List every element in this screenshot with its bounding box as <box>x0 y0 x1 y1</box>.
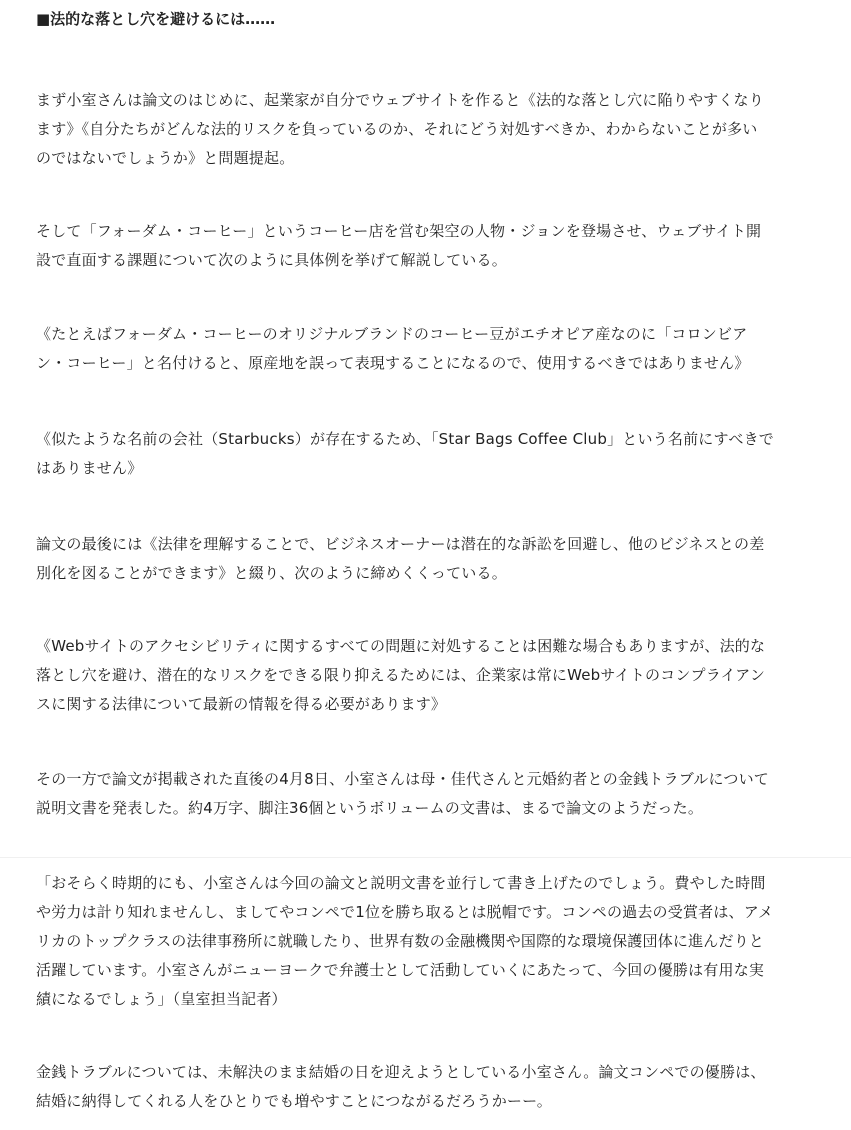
paragraph-6 <box>36 632 816 719</box>
paragraph-line: のではないでしょうか》と問題提起。 <box>36 149 295 167</box>
paragraph-line: 「おそらく時期的にも、小室さんは今回の論文と説明文書を並行して書き上げたのでしょう。費やした時間 <box>36 874 766 892</box>
paragraph-9 <box>36 1058 816 1116</box>
paragraph-line: 《似たような名前の会社（Starbucks）が存在するため、「Star Bags Coffee Club」という名前にすべきで <box>36 430 774 448</box>
paragraph-line: 別化を図ることができます》と綴り、次のように締めくくっている。 <box>36 564 507 582</box>
paragraph-line: その一方で論文が掲載された直後の4月8日、小室さんは母・佳代さんと元婚約者との金銭トラブルについて <box>36 770 769 788</box>
paragraph-5 <box>36 530 816 588</box>
paragraph-line: 落とし穴を避け、潜在的なリスクをできる限り抑えるためには、企業家は常にWebサイトのコンプライアン <box>36 666 766 684</box>
paragraph-line: はありません》 <box>36 459 143 477</box>
paragraph-line: そして「フォーダム・コーヒー」というコーヒー店を営む架空の人物・ジョンを登場させ、ウェブサイト開 <box>36 222 762 240</box>
paragraph-line: 設で直面する課題について次のように具体例を挙げて解説している。 <box>36 251 507 269</box>
paragraph-4 <box>36 425 816 483</box>
paragraph-line: まず小室さんは論文のはじめに、起業家が自分でウェブサイトを作ると《法的な落とし穴に陥りやすくなり <box>36 91 764 109</box>
paragraph-8-quote <box>36 869 816 1014</box>
paragraph-3 <box>36 320 816 378</box>
paragraph-line: 活躍しています。小室さんがニューヨークで弁護士として活動していくにあたって、今回の優勝は有用な実 <box>36 961 765 979</box>
paragraph-line: 説明文書を発表した。約4万字、脚注36個というボリュームの文書は、まるで論文のようだった。 <box>36 799 704 817</box>
paragraph-2 <box>36 217 816 275</box>
paragraph-line: 結婚に納得してくれる人をひとりでも増やすことにつながるだろうかーー。 <box>36 1092 552 1110</box>
paragraph-line: 《たとえばフォーダム・コーヒーのオリジナルブランドのコーヒー豆がエチオピア産なのに「コロンビア <box>36 325 748 343</box>
paragraph-7 <box>36 765 816 823</box>
paragraph-line: 金銭トラブルについては、未解決のまま結婚の日を迎えようとしている小室さん。論文コンペでの優勝は、 <box>36 1063 766 1081</box>
paragraph-line: や労力は計り知れませんし、ましてやコンペで1位を勝ち取るとは脱帽です。コンペの過去の受賞者は、アメ <box>36 903 774 921</box>
section-divider <box>0 857 851 858</box>
paragraph-line: ます》《自分たちがどんな法的リスクを負っているのか、それにどう対処すべきか、わからないことが多い <box>36 120 758 138</box>
paragraph-line: 論文の最後には《法律を理解することで、ビジネスオーナーは潜在的な訴訟を回避し、他のビジネスとの差 <box>36 535 765 553</box>
paragraph-line: スに関する法律について最新の情報を得る必要があります》 <box>36 695 447 713</box>
paragraph-line: ン・コーヒー」と名付けると、原産地を誤って表現することになるので、使用するべきではありません》 <box>36 354 750 372</box>
paragraph-line: リカのトップクラスの法律事務所に就職したり、世界有数の金融機関や国際的な環境保護団体に進んだりと <box>36 932 765 950</box>
paragraph-1 <box>36 86 816 173</box>
paragraph-line: 績になるでしょう」（皇室担当記者） <box>36 990 287 1008</box>
paragraph-line: 《Webサイトのアクセシビリティに関するすべての問題に対処することは困難な場合もありますが、法的な <box>36 637 766 655</box>
section-heading: ■法的な落とし穴を避けるには…… <box>36 10 276 28</box>
